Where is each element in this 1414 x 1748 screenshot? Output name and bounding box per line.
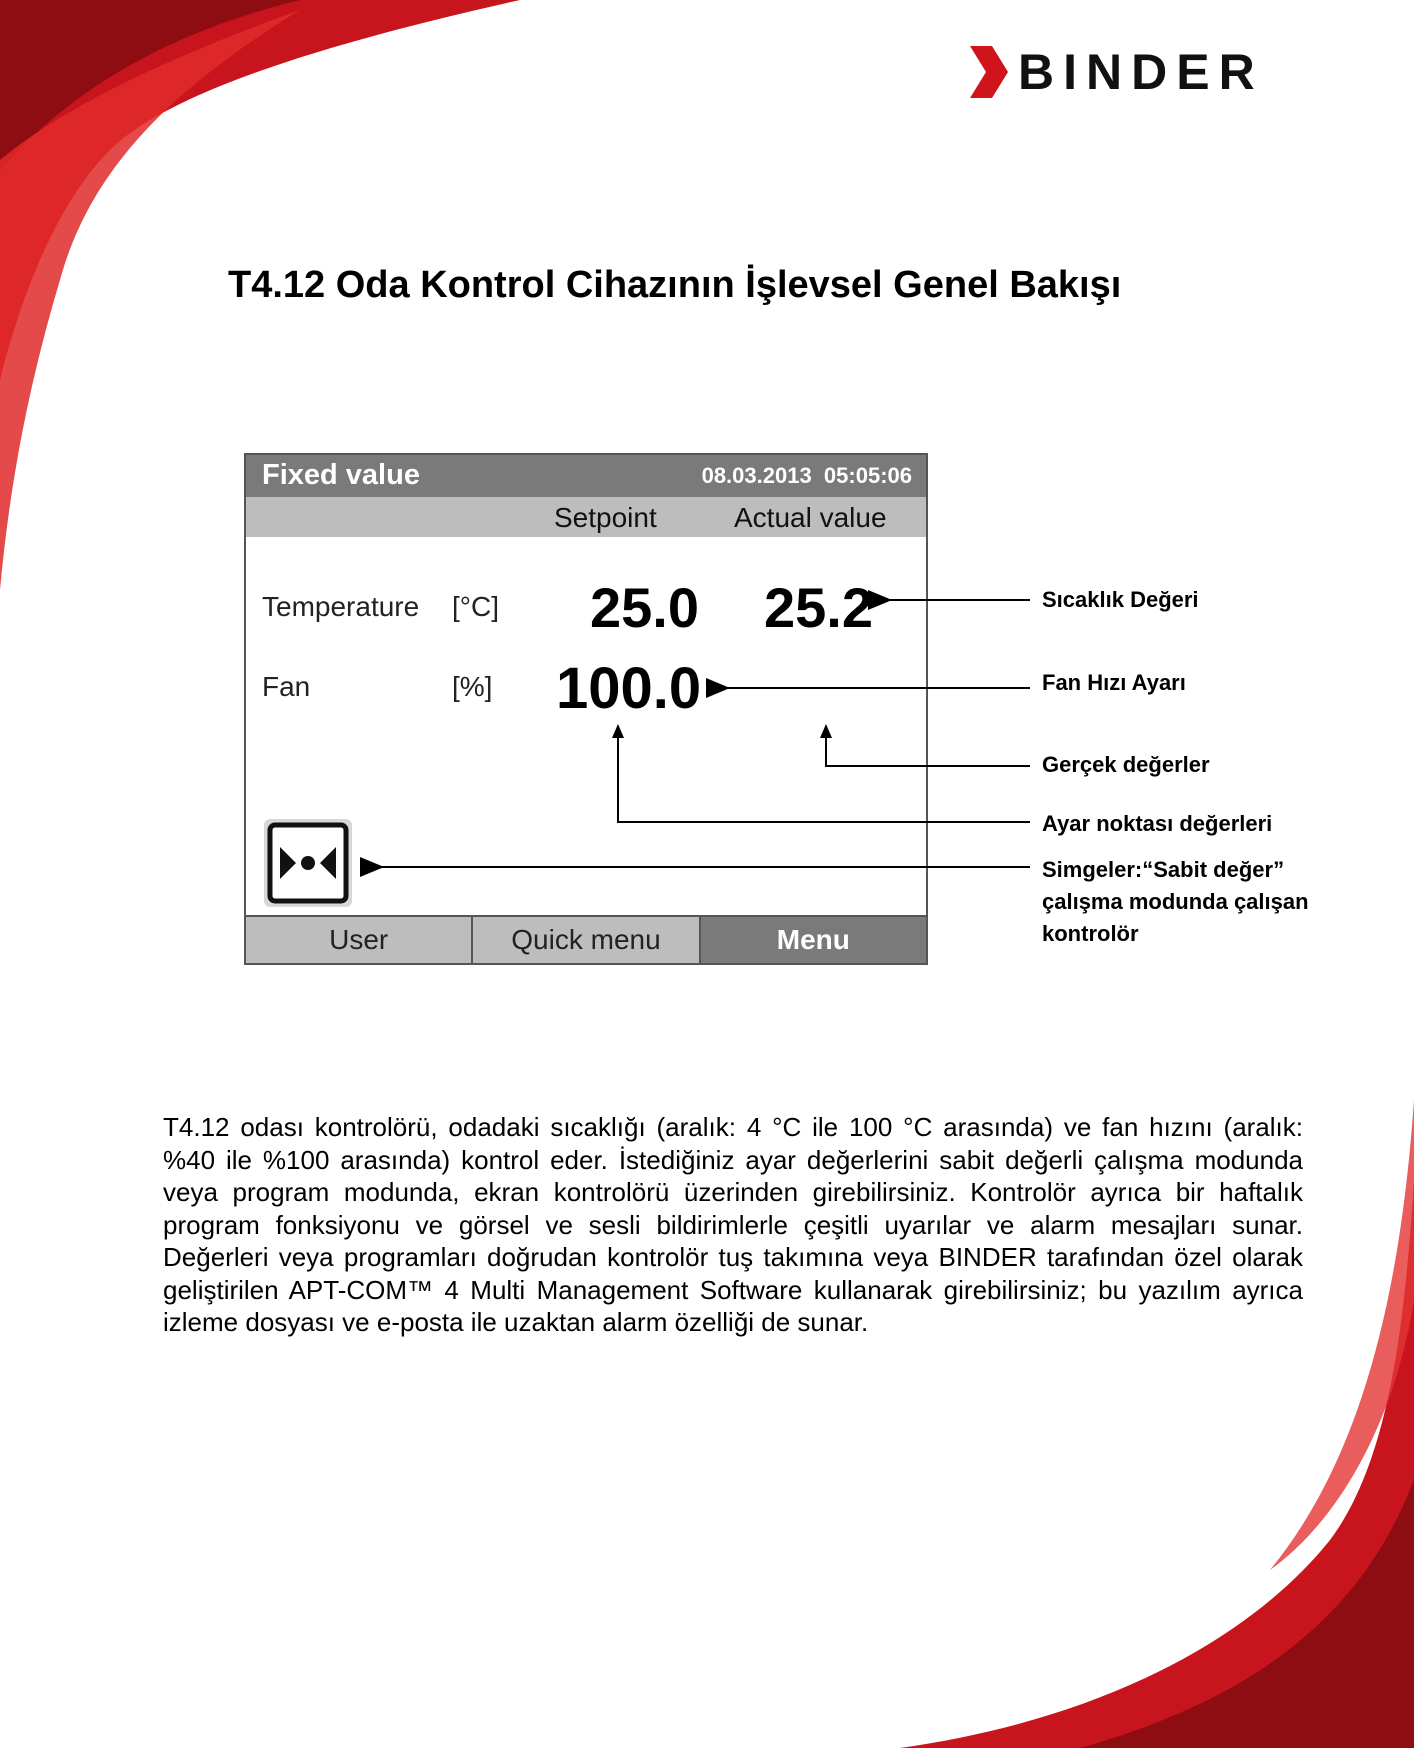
fan-label: Fan	[262, 671, 311, 702]
fixed-value-mode-icon	[262, 817, 354, 909]
user-softkey[interactable]: User	[246, 917, 473, 963]
annotation-icons-line1: Simgeler:“Sabit değer”	[1042, 857, 1285, 882]
description-paragraph: T4.12 odası kontrolörü, odadaki sıcaklığı (aralık: 4 °C ile 100 °C arasında) ve fan hızını (aralık: %40 ile %100 arasında) kontrol eder. İstediğiniz ayar değerlerini sabit değerli çalışma modunda veya program modunda, ekran kontrolörü üzerinden girebilirsiniz. Kontrolör ayrıca bir haftalık program fonksiyonu ve görsel ve sesli bildirimlerle çeşitli uyarılar ve alarm mesajları sunar. Değerleri veya programları doğrudan kontrolör tuş takımına veya BINDER tarafından özel olarak geliştirilen APT-COM™ 4 Multi Management Software kullanarak girebilirsiniz; bu yazılım ayrıca izleme dosyası ve e-posta ile uzaktan alarm özelliği de sunar.	[163, 1112, 1303, 1337]
temperature-setpoint-value[interactable]: 25.0	[590, 576, 699, 639]
temperature-actual-value: 25.2	[764, 576, 873, 639]
setpoint-column-header: Setpoint	[554, 502, 657, 533]
operating-mode: Fixed value	[262, 459, 420, 491]
date-time	[702, 463, 912, 489]
binder-logo	[970, 46, 1264, 98]
quick-menu-softkey[interactable]: Quick menu	[473, 917, 700, 963]
annotation-icons-line2: çalışma modunda çalışan	[1042, 889, 1309, 914]
controller-screen	[244, 453, 928, 965]
menu-softkey[interactable]: Menu	[701, 917, 926, 963]
temperature-unit: [°C]	[452, 591, 499, 622]
annotation-temperature: Sıcaklık Değeri	[1042, 587, 1199, 612]
column-header-bar	[246, 497, 926, 537]
binder-logo-mark-icon	[970, 46, 1008, 98]
actual-value-column-header: Actual value	[734, 502, 887, 533]
annotation-setpoint-values: Ayar noktası değerleri	[1042, 811, 1273, 836]
temperature-label: Temperature	[262, 591, 420, 622]
fan-setpoint-value[interactable]: 100.0	[556, 656, 702, 721]
annotation-fan-speed: Fan Hızı Ayarı	[1042, 670, 1186, 695]
softkey-bar	[246, 915, 926, 963]
screen-title-bar	[246, 455, 926, 497]
annotation-icons-line3: kontrolör	[1042, 921, 1139, 946]
page-title: T4.12 Oda Kontrol Cihazının İşlevsel Genel Bakışı	[228, 264, 1122, 306]
binder-logo-text: BINDER	[1018, 44, 1264, 100]
time: 05:05:06	[823, 463, 912, 488]
fan-unit: [%]	[452, 671, 493, 702]
annotation-icons	[1042, 854, 1309, 950]
date: 08.03.2013	[701, 463, 812, 488]
annotation-actual-values: Gerçek değerler	[1042, 752, 1210, 777]
